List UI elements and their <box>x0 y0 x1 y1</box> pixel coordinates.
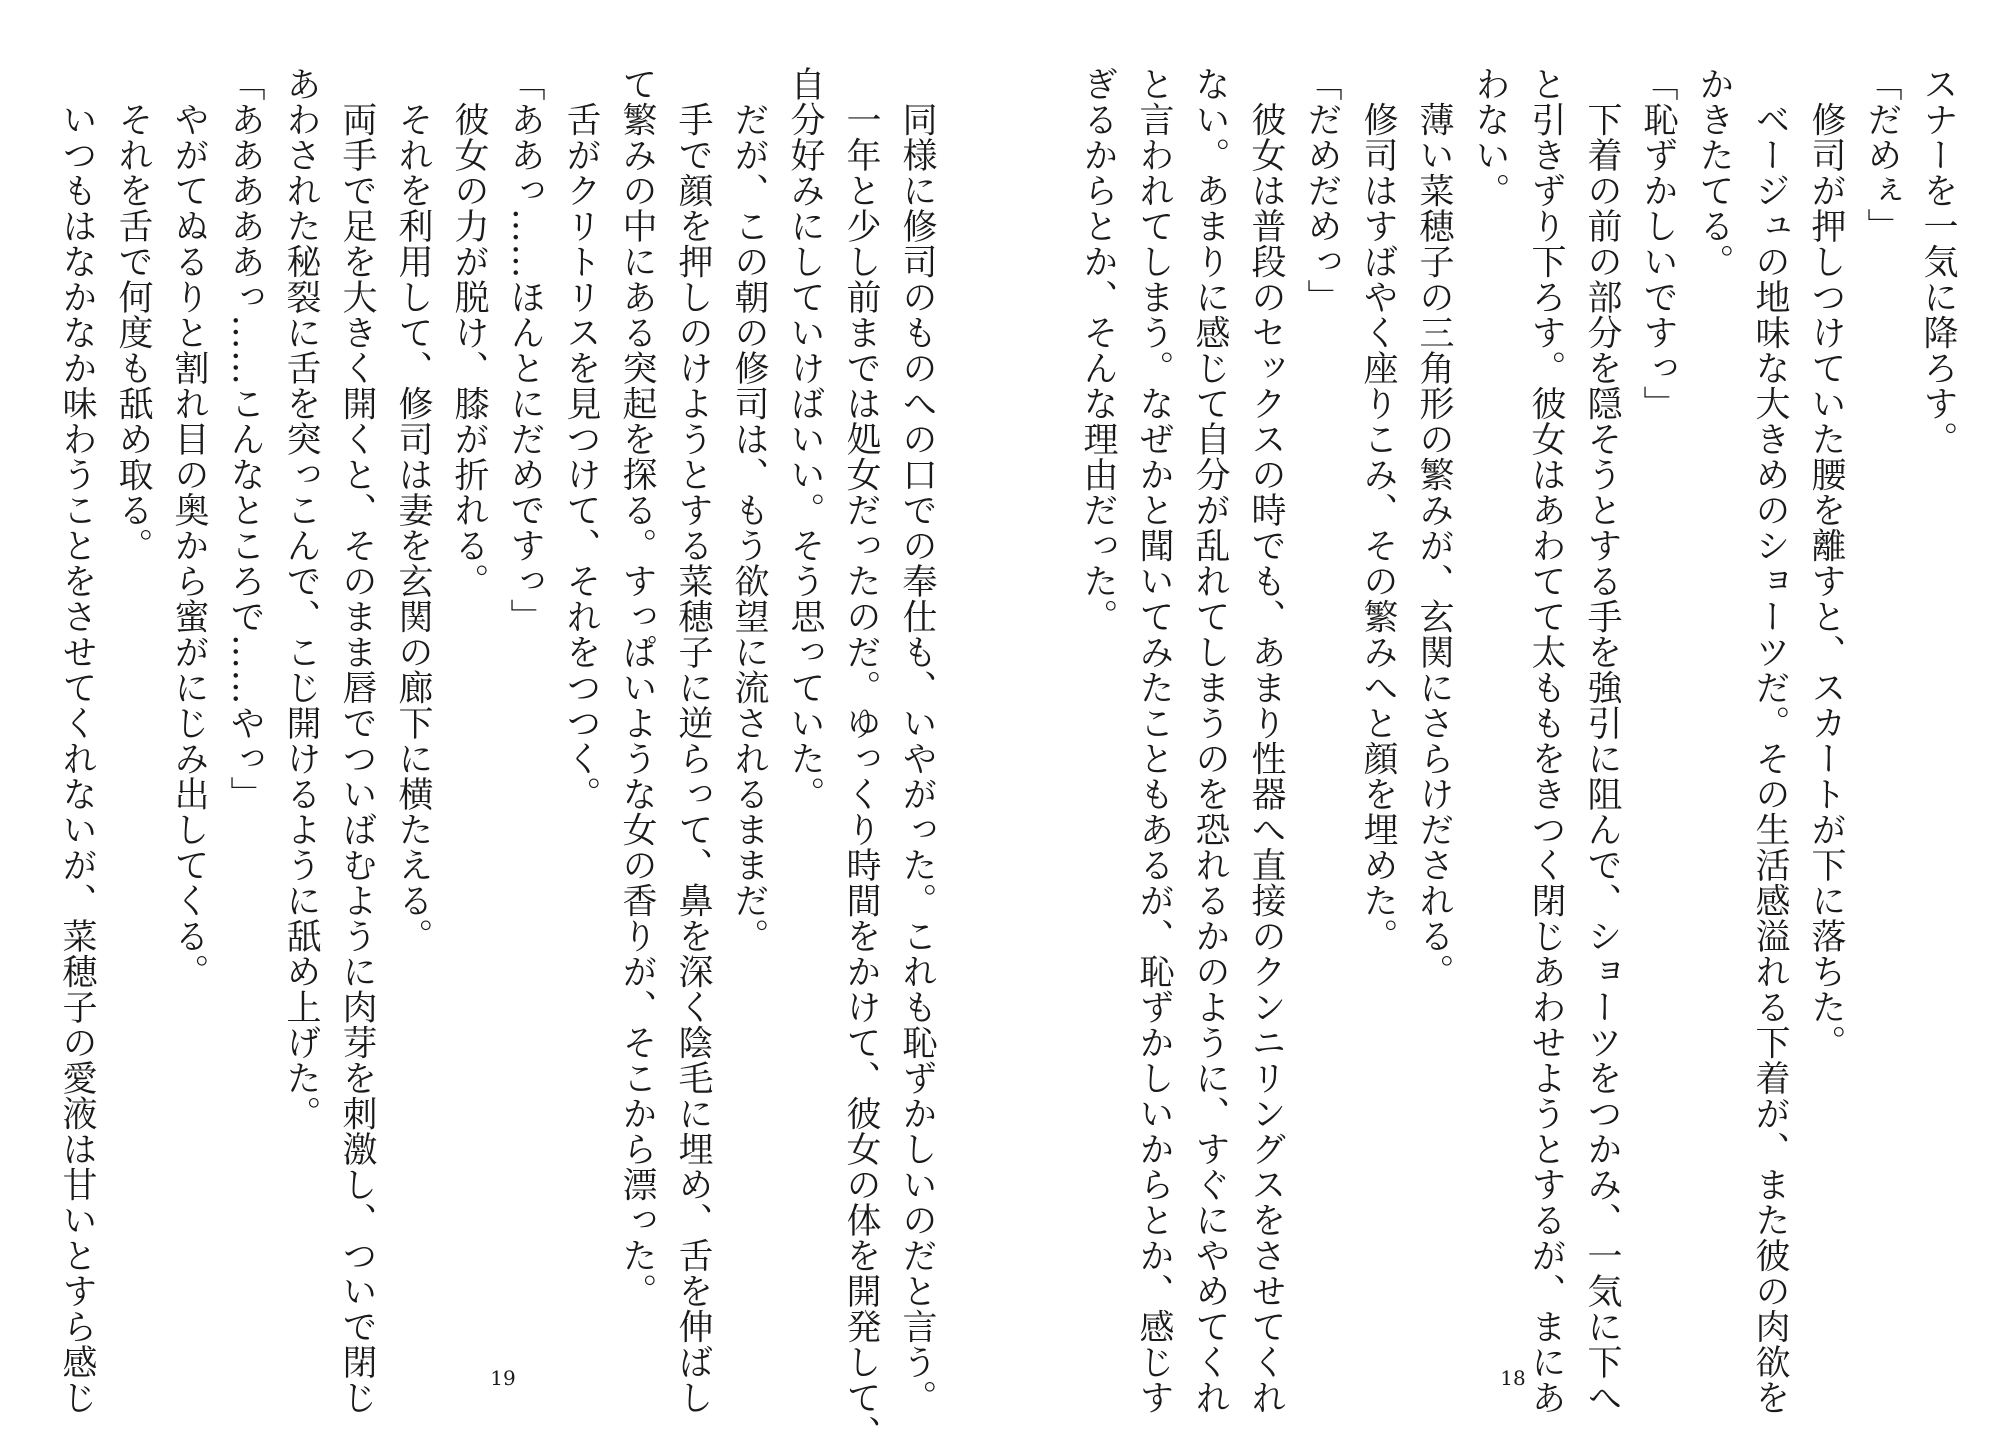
text-line: それを利用して、修司は妻を玄関の廊下に横たえる。 <box>393 66 433 954</box>
text-line: ない。あまりに感じて自分が乱れてしまうのを恐れるかのように、すぐにやめてくれ <box>1190 66 1230 1415</box>
text-line: 彼女は普段のセックスの時でも、あまり性器へ直接のクンニリングスをさせてくれ <box>1246 66 1286 1415</box>
text-line: 「だめぇ」 <box>1862 66 1902 244</box>
text-line: 修司が押しつけていた腰を離すと、スカートが下に落ちた。 <box>1806 66 1846 1060</box>
text-line: 舌がクリトリスを見つけて、それをつつく。 <box>561 66 601 812</box>
text-line: と言われてしまう。なぜかと聞いてみたこともあるが、恥ずかしいからとか、感じす <box>1134 66 1174 1415</box>
text-line: ベージュの地味な大きめのショーツだ。その生活感溢れる下着が、また彼の肉欲を <box>1750 66 1790 1415</box>
page-number-left: 19 <box>490 1366 516 1390</box>
text-line: スナーを一気に降ろす。 <box>1918 66 1958 457</box>
text-line: 一年と少し前までは処女だったのだ。ゆっくり時間をかけて、彼女の体を開発して、 <box>841 66 881 1451</box>
text-line: それを舌で何度も舐め取る。 <box>113 66 153 563</box>
text-line: 下着の前の部分を隠そうとする手を強引に阻んで、ショーツをつかみ、一気に下へ <box>1582 66 1622 1415</box>
text-line: 自分好みにしていけばいい。そう思っていた。 <box>785 66 825 812</box>
text-line: ぎるからとか、そんな理由だった。 <box>1078 66 1118 634</box>
text-line: わない。 <box>1470 66 1510 208</box>
text-line: 同様に修司のものへの口での奉仕も、いやがった。これも恥ずかしいのだと言う。 <box>897 66 937 1415</box>
text-line: 両手で足を大きく開くと、そのまま唇でついばむように肉芽を刺激し、ついで閉じ <box>337 66 377 1415</box>
text-line: と引きずり下ろす。彼女はあわてて太ももをきつく閉じあわせようとするが、まにあ <box>1526 66 1566 1415</box>
text-line: だが、この朝の修司は、もう欲望に流されるままだ。 <box>729 66 769 954</box>
text-line: かきたてる。 <box>1694 66 1734 279</box>
text-line: 「だめだめっ」 <box>1302 66 1342 315</box>
text-line: 「恥ずかしいですっ」 <box>1638 66 1678 421</box>
text-line: て繁みの中にある突起を探る。すっぱいような女の香りが、そこから漂った。 <box>617 66 657 1309</box>
text-line: 「あああああっ……こんなところで……やっ」 <box>225 66 265 812</box>
text-line: 彼女の力が脱け、膝が折れる。 <box>449 66 489 599</box>
text-line: 「ああっ……ほんとにだめですっ」 <box>505 66 545 634</box>
text-line: 修司はすばやく座りこみ、その繁みへと顔を埋めた。 <box>1358 66 1398 954</box>
text-line: 薄い菜穂子の三角形の繁みが、玄関にさらけだされる。 <box>1414 66 1454 989</box>
text-line: あわされた秘裂に舌を突っこんで、こじ開けるように舐め上げた。 <box>281 66 321 1131</box>
page-number-right: 18 <box>1500 1366 1526 1390</box>
text-line: 手で顔を押しのけようとする菜穂子に逆らって、鼻を深く陰毛に埋め、舌を伸ばし <box>673 66 713 1415</box>
text-line: やがてぬるりと割れ目の奥から蜜がにじみ出してくる。 <box>169 66 209 989</box>
text-line: いつもはなかなか味わうことをさせてくれないが、菜穂子の愛液は甘いとすら感じ <box>57 66 97 1415</box>
